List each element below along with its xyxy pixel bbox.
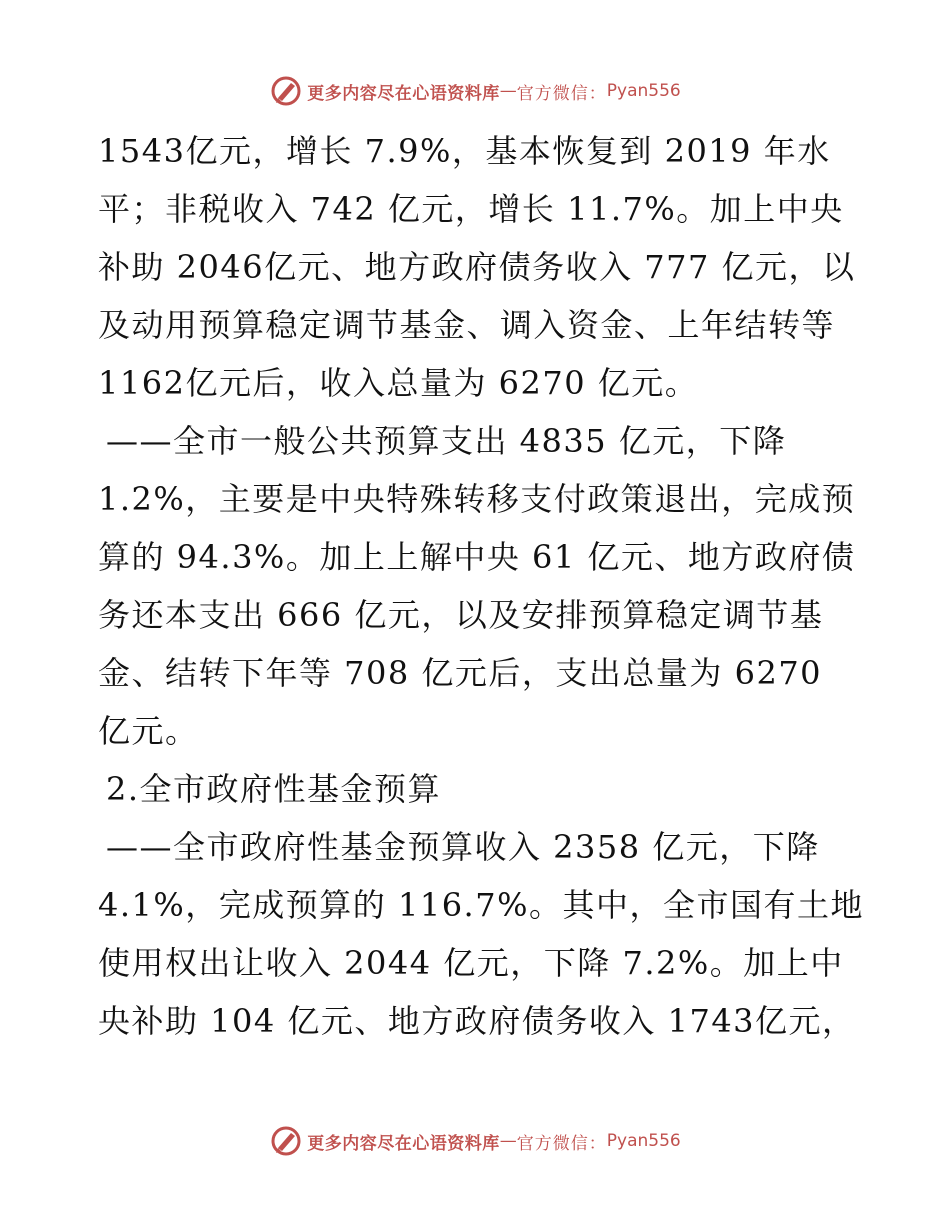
text-line: 使用权出让收入 2044 亿元，下降 7.2%。加上中 (98, 944, 844, 982)
text-line: 4.1%，完成预算的 116.7%。其中，全市国有土地 (98, 886, 864, 924)
text-line: 务还本支出 666 亿元，以及安排预算稳定调节基 (98, 596, 824, 634)
watermark-dash: — (499, 81, 517, 101)
text-line: 1162亿元后，收入总量为 6270 亿元。 (98, 364, 699, 402)
watermark-contact-id: Pyan556 (606, 1131, 681, 1151)
section-heading: 2.全市政府性基金预算 (106, 770, 442, 808)
document-body (98, 122, 864, 1050)
text-line: 及动用预算稳定调节基金、调入资金、上年结转等 (98, 306, 836, 344)
text-line: 1543亿元，增长 7.9%，基本恢复到 2019 年水 (98, 132, 831, 170)
watermark-dash: — (499, 1131, 517, 1151)
text-line: ——全市一般公共预算支出 4835 亿元，下降 (106, 422, 787, 460)
watermark-contact-id: Pyan556 (606, 81, 681, 101)
text-line: 央补助 104 亿元、地方政府债务收入 1743亿元， (98, 1002, 856, 1040)
watermark-brand-text: 更多内容尽在心语资料库 (307, 1133, 500, 1154)
text-line: 补助 2046亿元、地方政府债务收入 777 亿元，以 (98, 248, 856, 286)
pen-logo-icon (269, 74, 303, 108)
pen-logo-icon (269, 1124, 303, 1158)
text-line: 算的 94.3%。加上上解中央 61 亿元、地方政府债 (98, 538, 856, 576)
text-line: 1.2%，主要是中央特殊转移支付政策退出，完成预 (98, 480, 856, 518)
watermark-contact-label: 官方微信： (516, 1133, 607, 1154)
watermark-footer (0, 1124, 950, 1158)
watermark-contact-label: 官方微信： (516, 83, 607, 104)
text-line: ——全市政府性基金预算收入 2358 亿元，下降 (106, 828, 820, 866)
text-line: 平；非税收入 742 亿元，增长 11.7%。加上中央 (98, 190, 844, 228)
text-line: 亿元。 (98, 712, 199, 750)
watermark-brand-text: 更多内容尽在心语资料库 (307, 83, 500, 104)
text-line: 金、结转下年等 708 亿元后，支出总量为 6270 (98, 654, 823, 692)
watermark-header (0, 74, 950, 108)
